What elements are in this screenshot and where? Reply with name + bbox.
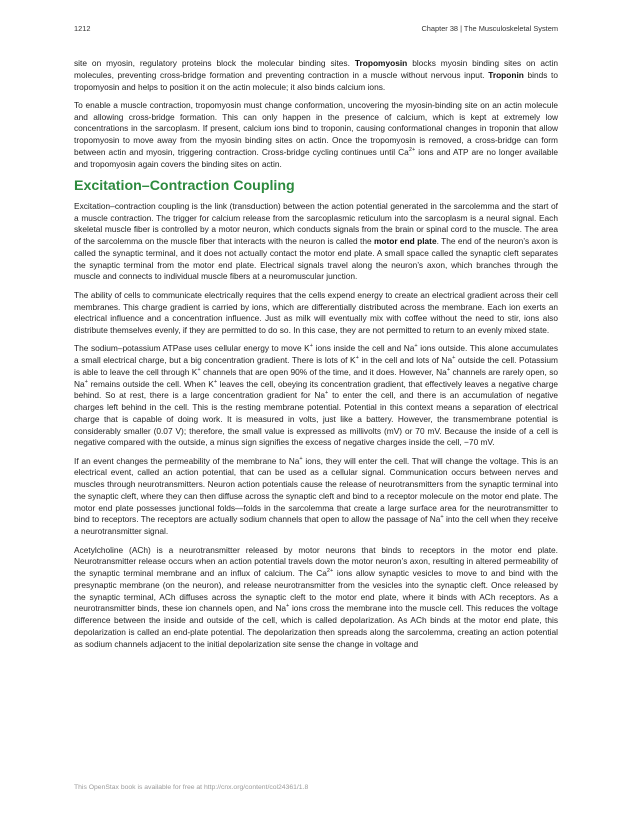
term-tropomyosin: Tropomyosin [354, 58, 408, 68]
paragraph: The sodium–potassium ATPase uses cellular energy to move K+ ions inside the cell and Na+ ions outside. This alone accumulates a small electrical charge, but a big concentration gradient. There is lots of K+ in the cell and lots of Na+ outside the cell. Potassium is able to leave the cell through K+ channels that are open 90% of the time, and it does. However, Na+ channels are rarely open, so Na+ remains outside the cell. When K+ leaves the cell, obeying its concentration gradient, that effectively leaves a negative charge behind. So at rest, there is a large concentration gradient for Na+ to enter the cell, and there is an accumulation of negative charges left behind in the cell. This is the resting membrane potential. Potential in this context means a separation of electrical charge that is capable of doing work. It is measured in volts, just like a battery. However, the transmembrane potential is considerably smaller (0.07 V); therefore, the small value is expressed as millivolts (mV) or 70 mV. Because the inside of a cell is negative compared with the outside, a minus sign signifies the excess of negative charges inside the cell, −70 mV. [74, 343, 559, 448]
term-motor-end-plate: motor end plate [373, 236, 437, 247]
paragraph: If an event changes the permeability of the membrane to Na+ ions, they will enter the cell. That will change the voltage. This is an electrical event, called an action potential, that can be used as a cellular signal. Communication occurs between nerves and muscles through neurotransmitters. Neuron action potentials cause the release of neurotransmitters from the synaptic terminal into the synaptic cleft, where they can then diffuse across the synaptic cleft and bind to a receptor molecule on the motor end plate. The motor end plate possesses junctional folds—folds in the sarcolemma that create a large surface area for the neurotransmitter to bind to receptors. The receptors are actually sodium channels that open to allow the passage of Na+ into the cell when they receive a neurotransmitter signal. [74, 455, 559, 537]
paragraph: To enable a muscle contraction, tropomyosin must change conformation, uncovering the myosin-binding site on an actin molecule and allowing cross-bridge formation. This can only happen in the presence of calcium, which is kept at extremely low concentrations in the sarcoplasm. If present, calcium ions bind to troponin, causing conformational changes in troponin that allow tropomyosin to move away from the myosin binding sites on actin. Once the tropomyosin is removed, a cross-bridge can form between actin and myosin, triggering contraction. Cross-bridge cycling continues until $Ca^{2+}$ ions and ATP are no longer available and tropomyosin again covers the binding sites on actin. [74, 99, 558, 169]
paragraph: site on myosin, regulatory proteins block the molecular binding sites. Tropomyosin blocks myosin binding sites on actin molecules, preventing cross-bridge formation and preventing contraction in a muscle without nervous input. Troponin binds to tropomyosin and helps to position it on the actin molecule; it also binds calcium ions. [74, 58, 559, 92]
footer-note: This OpenStax book is available for free at http://cnx.org/content/col24361/1.8 [74, 784, 309, 791]
term-troponin: Troponin [488, 69, 524, 80]
paragraph: Excitation–contraction coupling is the link (transduction) between the action potential generated in the sarcolemma and the start of a muscle contraction. The trigger for calcium release from the sarcoplasmic reticulum into the sarcoplasm is a neural signal. Each skeletal muscle fiber is controlled by a motor neuron, which conducts signals from the brain or spinal cord to the muscle. The area of the sarcolemma on the muscle fiber that interacts with the neuron is called the motor end plate. The end of the neuron’s axon is called the synaptic terminal, and it does not actually contact the motor end plate. A small space called the synaptic cleft separates the synaptic terminal from the motor end plate. Electrical signals travel along the neuron’s axon, which branches through the muscle and connects to individual muscle fibers at a neuromuscular junction. [74, 200, 558, 282]
paragraph: Acetylcholine (ACh) is a neurotransmitter released by motor neurons that binds to receptors in the motor end plate. Neurotransmitter release occurs when an action potential travels down the motor neuron’s axon, resulting in altered permeability of the synaptic terminal membrane and an influx of calcium. The $Ca^{2+}$ ions allow synaptic vesicles to move to and bind with the presynaptic membrane (on the neuron), and release neurotransmitter from the vesicles into the synaptic cleft. Once released by the synaptic terminal, ACh diffuses across the synaptic cleft to the motor end plate, where it binds with ACh receptors. As a neurotransmitter binds, these ion channels open, and Na+ ions cross the membrane into the muscle cell. This reduces the voltage difference between the inside and outside of the cell, which is called depolarization. As ACh binds at the motor end plate, this depolarization is called an end-plate potential. The depolarization then spreads along the sarcolemma, creating an action potential as sodium channels adjacent to the initial depolarization site sense the change in voltage and [74, 544, 558, 649]
running-header [74, 24, 558, 36]
page-number: 1212 [74, 24, 91, 33]
page-body [74, 58, 558, 657]
section-heading: Excitation–Contraction Coupling [74, 177, 295, 194]
paragraph: The ability of cells to communicate electrically requires that the cells expend energy to create an electrical gradient across their cell membranes. This charge gradient is carried by ions, which are differentially distributed across the membrane. Each ion exerts an electrical influence and a concentration influence. Just as milk will eventually mix with coffee without the need to stir, ions also distribute themselves evenly, if they are permitted to do so. In this case, they are not permitted to return to an evenly mixed state. [74, 289, 558, 336]
chapter-title: Chapter 38 | The Musculoskeletal System [421, 24, 558, 33]
